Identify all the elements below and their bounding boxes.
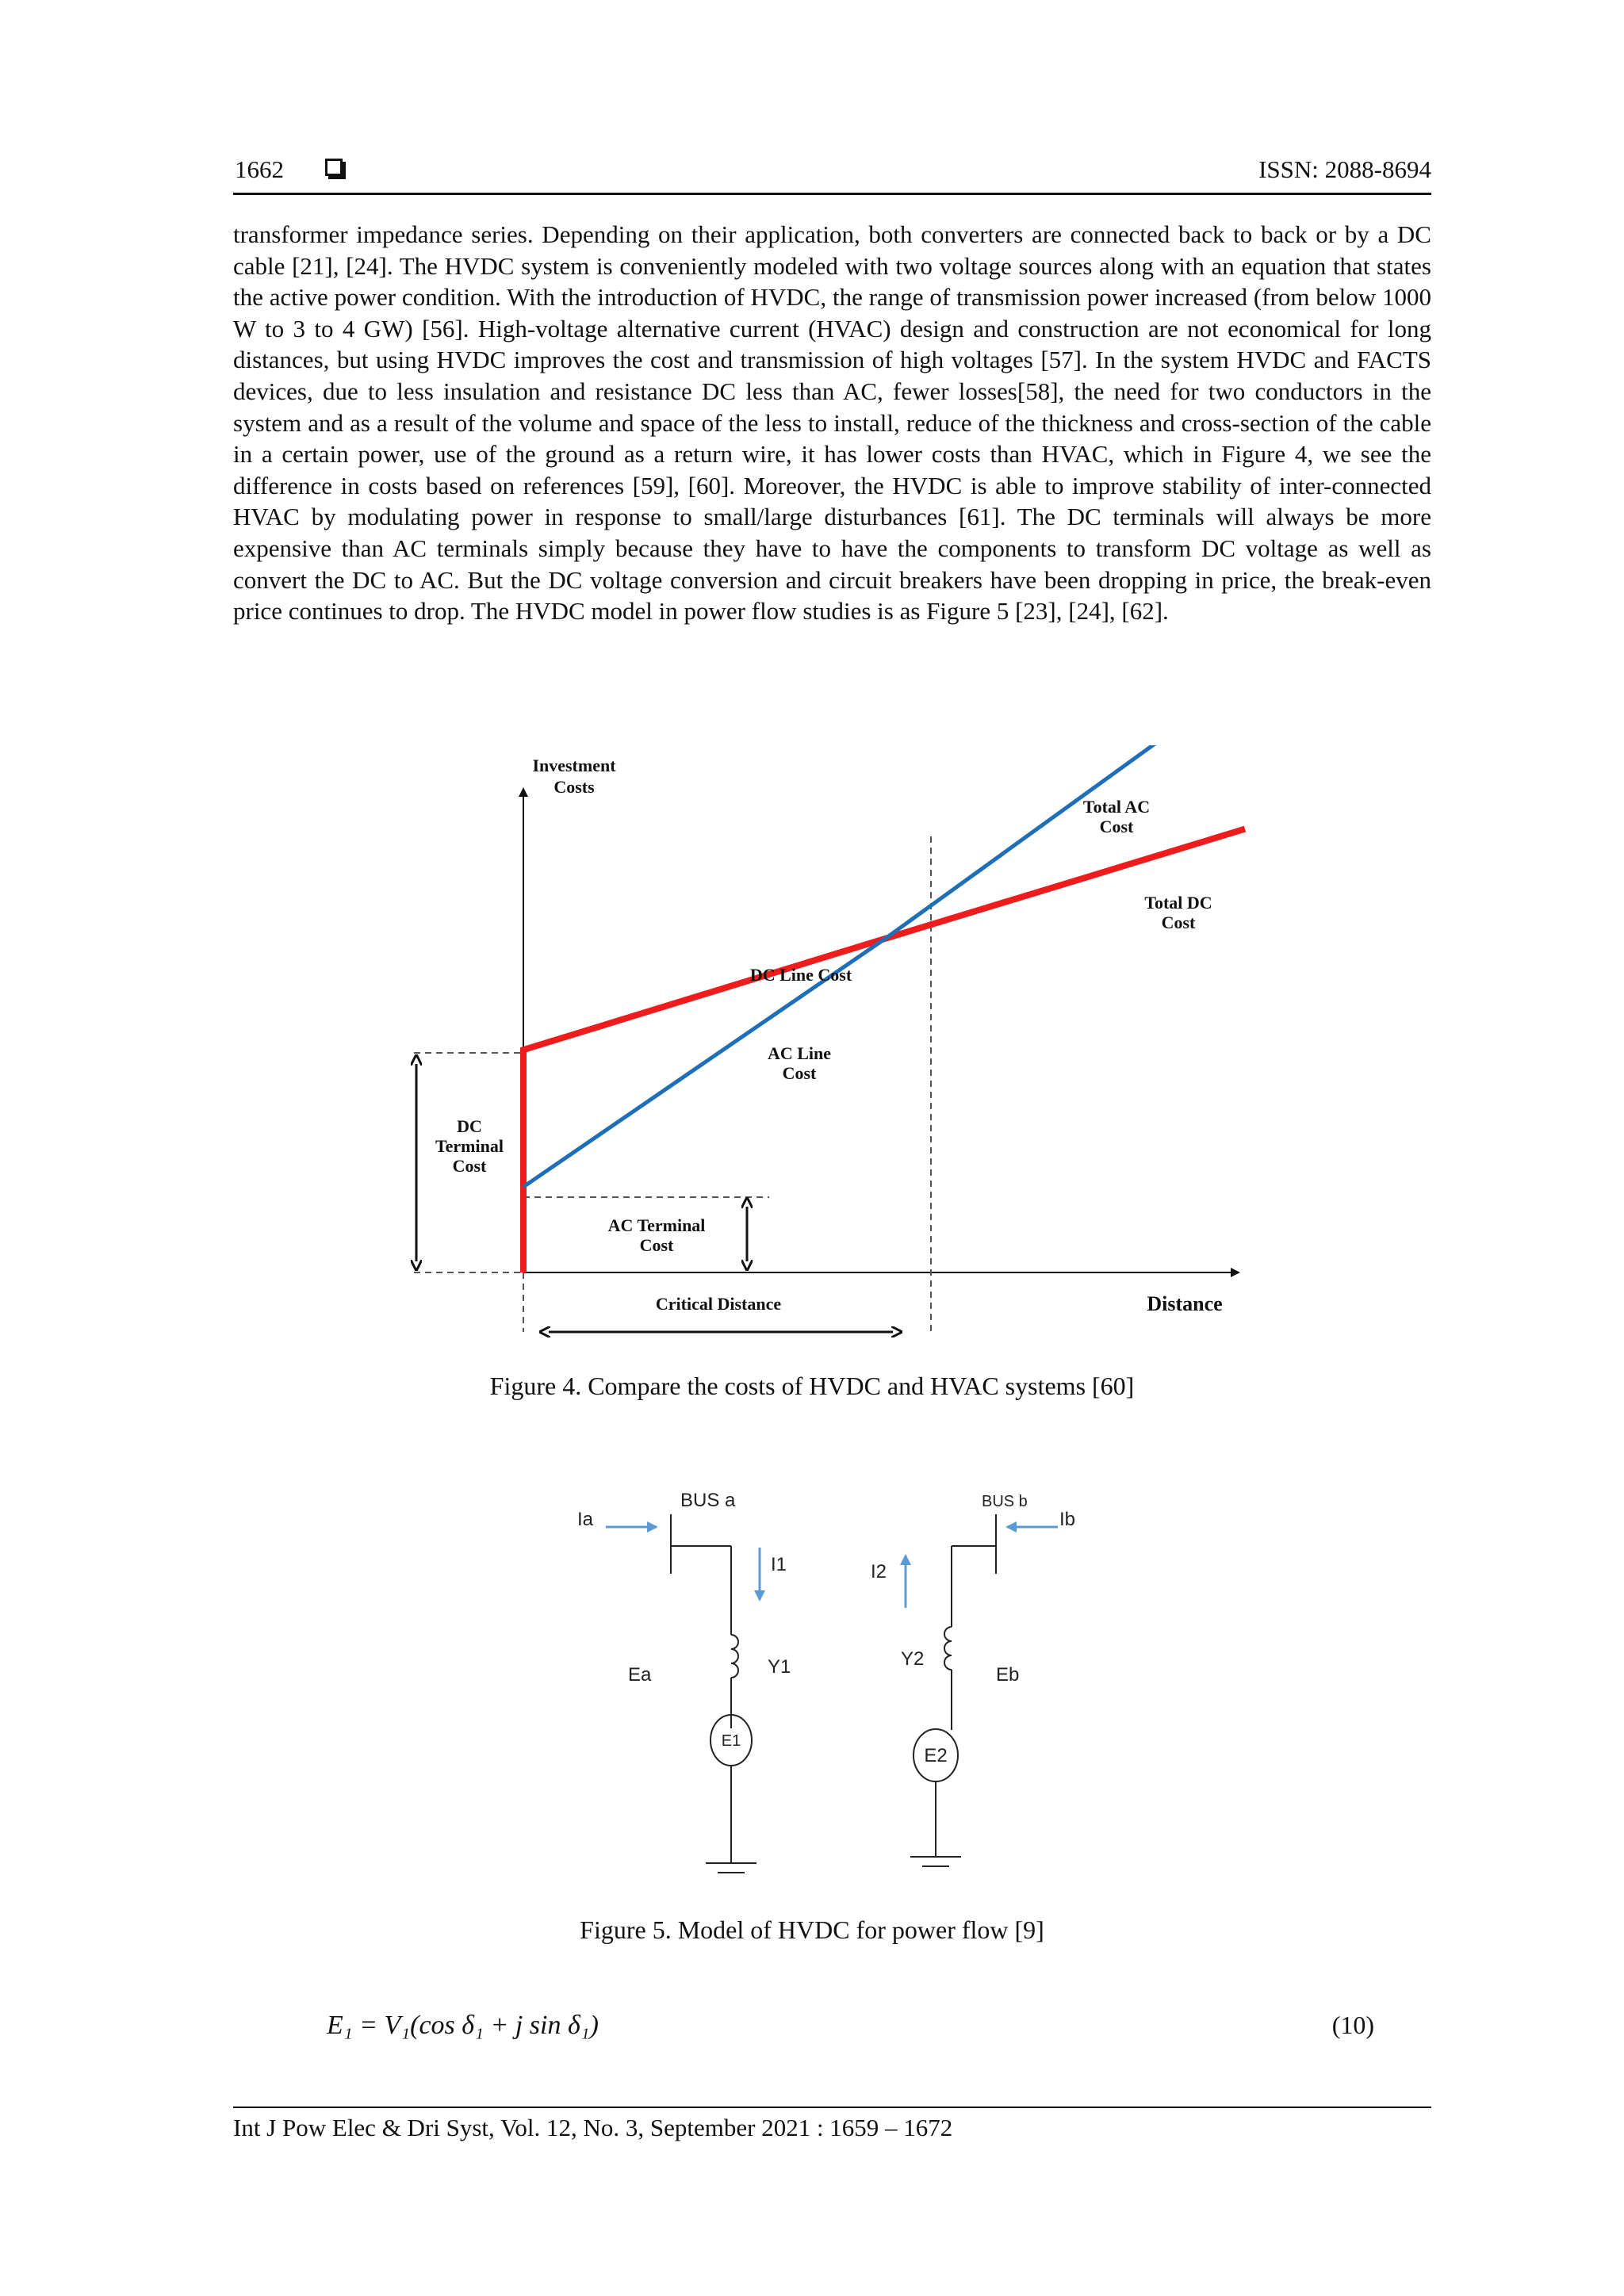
total-dc-cost-line [523,829,1245,1272]
dc-line-label: DC Line Cost [749,965,852,985]
footer-citation: Int J Pow Elec & Dri Syst, Vol. 12, No. 3, September 2021 : 1659 – 1672 [233,2114,953,2141]
total-ac-label-2: Cost [1099,817,1134,836]
equation-10: E₁ = V₁(cos δ₁ + j sin δ₁) [327,2011,599,2040]
bus-b-label: BUS b [982,1493,1028,1510]
body-paragraph: transformer impedance series. Depending on their application, both converters are connected back to back or by a DC cable [21], [24]. The HVDC system is conveniently modeled with two voltage sources along with an equation that states the active power condition. With the introduction of HVDC, the range of transmission power increased (from below 1000 W to 3 to 4 GW) [56]. High-voltage alternative current (HVAC) design and construction are not economical for long distances, but using HVDC improves the cost and transmission of high voltages [57]. In the system HVDC and FACTS devices, due to less insulation and resistance DC less than AC, fewer losses[58], the need for two conductors in the system and as a result of the volume and space of the less to install, reduce of the thickness and cross-section of the cable in a certain power, use of the ground as a return wire, it has lower costs than HVAC, which in Figure 4, we see the difference in costs based on references [59], [60]. Moreover, the HVDC is able to improve stability of inter-connected HVAC by modulating power in response to small/large disturbances [61]. The DC terminals will always be more expensive than AC terminals simply because they have to have the components to transform DC voltage as well as convert the DC to AC. But the DC voltage conversion and circuit breakers have been dropping in price, the break-even price continues to drop. The HVDC model in power flow studies is as Figure 5 [23], [24], [62]. [233,220,1431,626]
box-icon [325,159,343,176]
ac-terminal-label-2: Cost [639,1235,674,1255]
dc-terminal-label-2: Terminal [435,1136,504,1156]
figure-5-caption: Figure 5. Model of HVDC for power flow [9] [580,1915,1044,1944]
figure-4-chart [381,745,1277,1348]
y1-label: Y1 [768,1656,791,1678]
inductor-y1 [731,1635,738,1678]
header-rule [233,193,1431,195]
i1-label: I1 [771,1554,787,1575]
e2-label: E2 [924,1745,948,1766]
bus-a-label: BUS a [680,1490,736,1511]
critical-distance-label: Critical Distance [655,1294,782,1314]
e1-label: E1 [721,1732,741,1750]
issn: ISSN: 2088-8694 [1258,155,1431,183]
dc-terminal-label-1: DC [457,1116,482,1136]
page-number: 1662 [235,155,284,183]
ac-line-label-1: AC Line [767,1043,832,1063]
equation-number: (10) [1331,2011,1374,2039]
total-dc-label-1: Total DC [1144,893,1212,913]
footer-rule [233,2107,1431,2108]
x-axis-label: Distance [1147,1292,1223,1315]
figure-4-caption: Figure 4. Compare the costs of HVDC and HVAC systems [60] [489,1372,1135,1400]
eb-label: Eb [996,1664,1020,1686]
ac-terminal-label-1: AC Terminal [607,1215,706,1235]
ac-line-label-2: Cost [782,1063,817,1083]
ib-label: Ib [1059,1509,1076,1530]
total-dc-label-2: Cost [1161,913,1196,932]
dc-terminal-label-3: Cost [452,1156,487,1176]
ia-label: Ia [577,1509,594,1530]
inductor-y2 [944,1627,952,1670]
ea-label: Ea [628,1664,652,1686]
total-ac-label-1: Total AC [1082,797,1151,817]
i2-label: I2 [871,1561,887,1582]
figure-5-circuit [555,1467,1094,1895]
y-axis-label-1: Investment [532,756,616,775]
y-axis-label-2: Costs [553,777,595,797]
y2-label: Y2 [901,1648,925,1670]
